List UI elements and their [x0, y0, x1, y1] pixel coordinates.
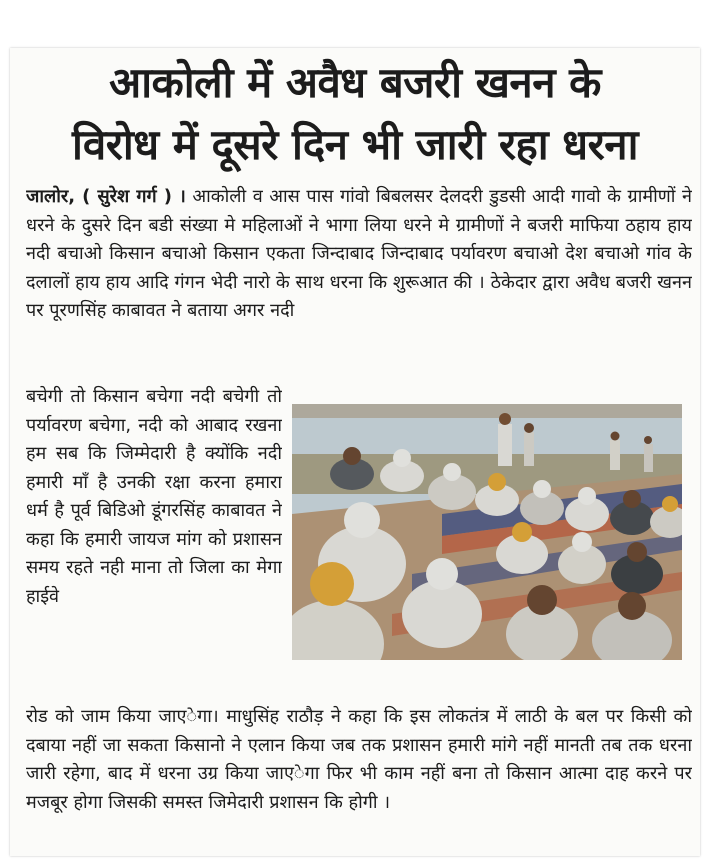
dateline: जालोर, ( सुरेश गर्ग ) ।	[26, 186, 186, 207]
headline-line-1: आकोली में अवैध बजरी खनन के	[109, 58, 601, 107]
photo-halftone	[292, 404, 682, 660]
protest-gathering-photo	[292, 404, 682, 660]
article-body-top	[26, 183, 692, 383]
headline-line-2: विरोध में दूसरे दिन भी जारी रहा धरना	[71, 120, 638, 169]
article-paragraph-top: आकोली व आस पास गांवो बिबलसर देलदरी डुडसी आदी गावो के ग्रामीणों ने धरने के दुसरे दिन बडी संख्या मे महिलाओं ने भागा लिया धरने मे ग्रामीणों ने बजरी माफिया ठहाय हाय नदी बचाओ किसान बचाओ किसान एकता जिन्दाबाद जिन्दाबाद पर्यावरण बचाओ देश बचाओ गांव के दलालों हाय हाय आदि गंगन भेदी नारो के साथ धरना कि शुरूआत की । ठेकेदार द्वारा अवैध बजरी खनन पर पूरणसिंह काबावत ने बताया अगर नदी	[26, 186, 692, 321]
article-body-bottom: रोड को जाम किया जाएेगा। माधुसिंह राठौड़ ने कहा कि इस लोकतंत्र में लाठी के बल पर किसी को दबाया नहीं जा सकता किसानो ने एलान किया जब तक प्रशासन हमारी मांगे नहीं मानती तब तक धरना जारी रहेगा, बाद में धरना उग्र किया जाएेगा फिर भी काम नहीं बना तो किसान आत्मा दाह करने पर मजबूर होगा जिसकी समस्त जिमेदारी प्रशासन कि होगी ।	[26, 706, 692, 813]
article-body-column: बचेगी तो किसान बचेगा नदी बचेगी तो पर्यावरण बचेगा, नदी को आबाद रखना हम सब कि जिम्मेदारी है क्योंकि नदी हमारी माँ है उनकी रक्षा करना हमारा धर्म है पूर्व बिडिओ डूंगरसिंह काबावत ने कहा कि हमारी जायज मांग को प्रशासन समय रहते नही माना तो जिला का मेगा हाईवे	[26, 386, 282, 607]
photo-illustration	[292, 404, 682, 660]
